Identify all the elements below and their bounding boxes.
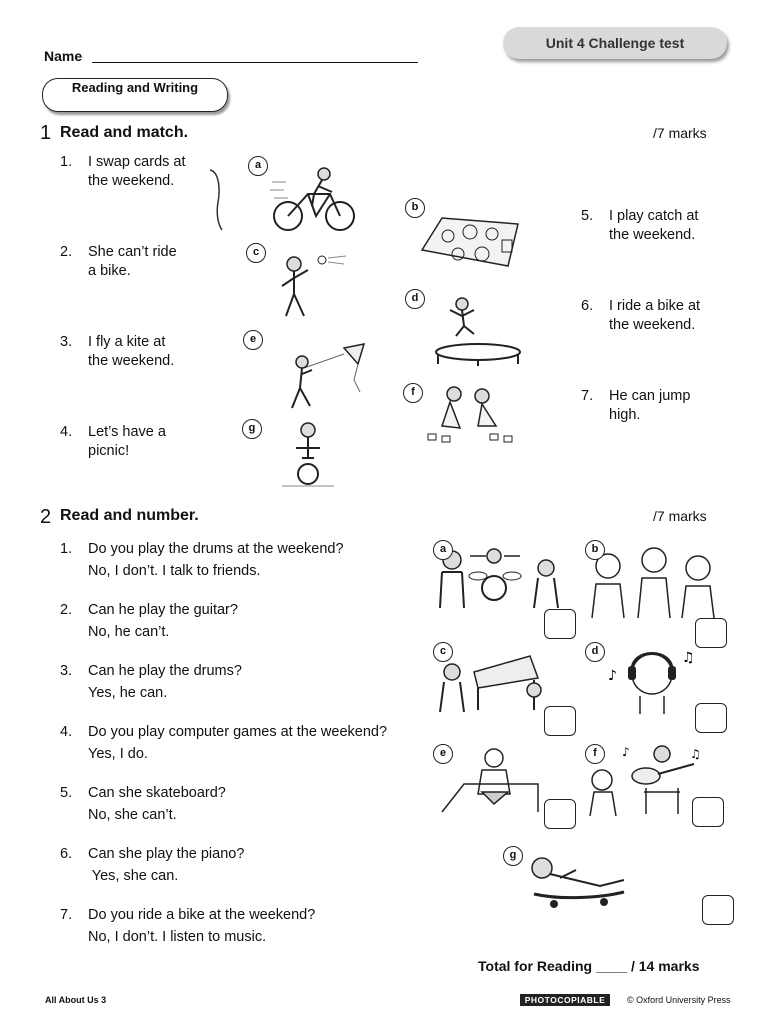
three-boys-illustration [588, 544, 720, 620]
trampoline-illustration [432, 296, 524, 366]
photocopiable-badge: PHOTOCOPIABLE [520, 994, 610, 1006]
answer-box-a[interactable] [544, 609, 576, 639]
list-item: 3. I fly a kite at the weekend. [60, 334, 175, 369]
answer-box-b[interactable] [695, 618, 727, 648]
picnic-illustration [418, 210, 522, 272]
answer-box-d[interactable] [695, 703, 727, 733]
exercise1-marks: /7 marks [653, 125, 707, 141]
name-line[interactable] [92, 62, 418, 63]
picture-letter: g [503, 846, 523, 866]
svg-text:♫: ♫ [690, 747, 701, 761]
kite-illustration [284, 340, 372, 412]
piano-illustration [434, 648, 550, 714]
picture-letter: b [405, 198, 425, 218]
picture-letter: f [585, 744, 605, 764]
list-item: 2. She can’t ride a bike. [60, 244, 177, 279]
picture-letter: f [403, 383, 423, 403]
picture-letter: d [585, 642, 605, 662]
name-label: Name [44, 48, 83, 64]
exercise2-number: 2 [40, 506, 52, 528]
svg-text:♫: ♫ [682, 650, 695, 666]
drums-illustration [434, 542, 564, 610]
list-item: 7. Do you ride a bike at the weekend? No, I don’t. I listen to music. [60, 907, 316, 945]
skateboard-illustration [520, 846, 628, 912]
svg-text:♪: ♪ [622, 745, 630, 759]
headphones-illustration [604, 640, 700, 714]
picture-letter: c [433, 642, 453, 662]
total-marks: Total for Reading ____ / 14 marks [478, 958, 700, 974]
answer-box-e[interactable] [544, 799, 576, 829]
picture-letter: b [585, 540, 605, 560]
list-item: 2. Can he play the guitar? No, he can’t. [60, 602, 238, 640]
list-item: 5. I play catch at the weekend. [581, 208, 699, 243]
cyclist-illustration [268, 162, 360, 234]
list-item: 6. I ride a bike at the weekend. [581, 298, 701, 333]
picture-letter: a [433, 540, 453, 560]
exercise1-number: 1 [40, 122, 52, 144]
exercise2-marks: /7 marks [653, 508, 707, 524]
list-item: 1. I swap cards at the weekend. [60, 154, 186, 189]
example-match-line [204, 162, 228, 234]
svg-text:♪: ♪ [608, 668, 617, 684]
picture-letter: c [246, 243, 266, 263]
list-item: 7. He can jump high. [581, 388, 691, 423]
list-item: 4. Do you play computer games at the weekend? Yes, I do. [60, 724, 388, 762]
picture-letter: a [248, 156, 268, 176]
list-item: 6. Can she play the piano? Yes, she can. [60, 846, 245, 884]
unit-tab: Unit 4 Challenge test [503, 27, 727, 59]
list-item: 1. Do you play the drums at the weekend? No, I don’t. I talk to friends. [60, 541, 344, 579]
swap-cards-illustration [420, 384, 520, 448]
answer-box-f[interactable] [692, 797, 724, 827]
exercise2-title: Read and number. [60, 507, 199, 524]
exercise1-title: Read and match. [60, 124, 189, 141]
girl-bike-illustration [278, 420, 338, 490]
picture-letter: e [243, 330, 263, 350]
list-item: 4. Let’s have a picnic! [60, 424, 166, 459]
answer-box-c[interactable] [544, 706, 576, 736]
computer-game-illustration [438, 744, 542, 816]
list-item: 5. Can she skateboard? No, she can’t. [60, 785, 226, 823]
list-item: 3. Can he play the drums? Yes, he can. [60, 663, 242, 701]
picture-letter: d [405, 289, 425, 309]
book-title: All About Us 3 [45, 995, 107, 1005]
picture-letter: e [433, 744, 453, 764]
picture-letter: g [242, 419, 262, 439]
girl-catch-illustration [272, 250, 356, 322]
copyright: © Oxford University Press [627, 995, 731, 1005]
section-pill: Reading and Writing [42, 78, 228, 112]
answer-box-g[interactable] [702, 895, 734, 925]
